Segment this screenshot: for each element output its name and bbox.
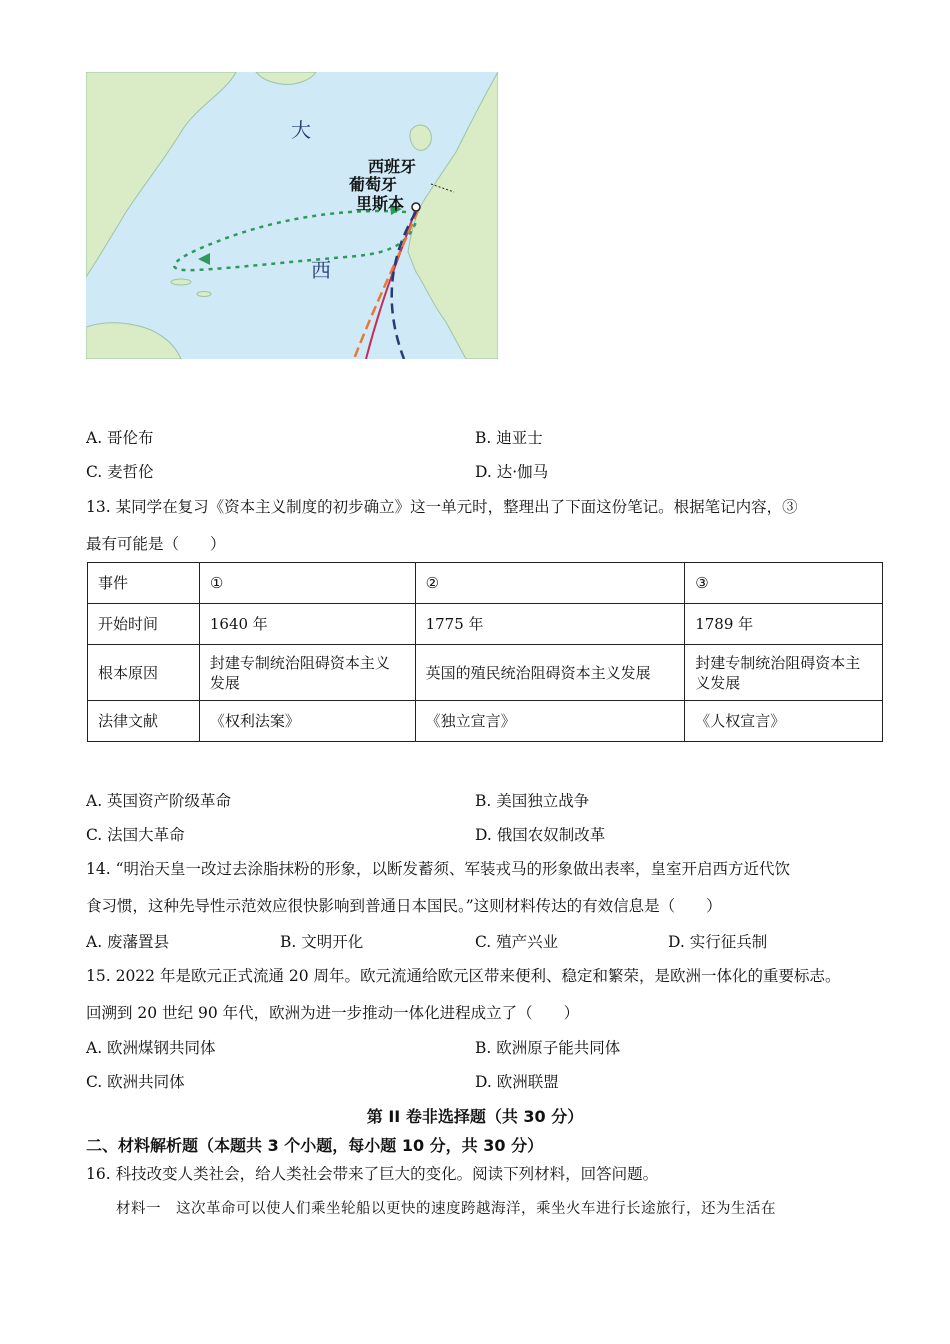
q14-stem-line1: 14. “明治天皇一改过去涂脂抹粉的形象，以断发蓄须、军装戎马的形象做出表率，皇室开启西方近代饮: [86, 860, 791, 878]
lisbon-marker: [412, 203, 420, 211]
q12-option-b[interactable]: B. 迪亚士: [475, 429, 543, 447]
section-title: 第 II 卷非选择题（共 30 分）: [366, 1107, 584, 1126]
q16-material1: 材料一 这次革命可以使人们乘坐轮船以更快的速度跨越海洋，乘坐火车进行长途旅行，还为生活在: [116, 1201, 776, 1217]
map-label-da: 大: [291, 118, 311, 142]
table-cell: 封建专制统治阻碍资本主义发展: [199, 645, 415, 701]
table-cell: 1775 年: [415, 604, 685, 645]
table-cell: 封建专制统治阻碍资本主义发展: [685, 645, 883, 701]
q14-option-b[interactable]: B. 文明开化: [280, 933, 364, 951]
table-cell: 《独立宣言》: [415, 701, 685, 742]
q14-option-a[interactable]: A. 废藩置县: [86, 933, 170, 951]
table-cell: 法律文献: [88, 701, 200, 742]
q13-option-d[interactable]: D. 俄国农奴制改革: [475, 826, 606, 844]
map-graphic: [86, 72, 498, 359]
q15-option-b[interactable]: B. 欧洲原子能共同体: [475, 1039, 621, 1057]
q16-stem: 16. 科技改变人类社会，给人类社会带来了巨大的变化。阅读下列材料，回答问题。: [86, 1165, 659, 1183]
q14-option-d[interactable]: D. 实行征兵制: [668, 933, 768, 951]
table-row: [88, 563, 883, 604]
table-cell: 英国的殖民统治阻碍资本主义发展: [415, 645, 685, 701]
table-cell: 《人权宣言》: [685, 701, 883, 742]
q14-stem-line2: 食习惯，这种先导性示范效应很快影响到普通日本国民。”这则材料传达的有效信息是（ ）: [86, 897, 722, 915]
map-label-spain: 西班牙: [368, 157, 417, 176]
table-row: [88, 701, 883, 742]
q15-option-d[interactable]: D. 欧洲联盟: [475, 1073, 559, 1091]
map-label-lisbon: 里斯本: [356, 194, 405, 213]
q13-option-c[interactable]: C. 法国大革命: [86, 826, 185, 844]
q15-option-a[interactable]: A. 欧洲煤钢共同体: [86, 1039, 216, 1057]
q13-stem-line2: 最有可能是（ ）: [86, 535, 226, 553]
voyage-map: [86, 72, 498, 359]
q12-option-c[interactable]: C. 麦哲伦: [86, 463, 154, 481]
q14-option-c[interactable]: C. 殖产兴业: [475, 933, 559, 951]
british-isles-land: [410, 125, 431, 150]
table-cell: 根本原因: [88, 645, 200, 701]
table-cell: 事件: [88, 563, 200, 604]
notes-table: [87, 562, 883, 742]
table-cell: 开始时间: [88, 604, 200, 645]
table-cell: 1640 年: [199, 604, 415, 645]
map-label-portugal: 葡萄牙: [349, 175, 398, 194]
q15-stem-line2: 回溯到 20 世纪 90 年代，欧洲为进一步推动一体化进程成立了（ ）: [86, 1004, 580, 1022]
q13-option-b[interactable]: B. 美国独立战争: [475, 792, 590, 810]
table-cell: ①: [199, 563, 415, 604]
map-label-xi: 西: [311, 258, 331, 282]
table-cell: 《权利法案》: [199, 701, 415, 742]
q15-stem-line1: 15. 2022 年是欧元正式流通 20 周年。欧元流通给欧元区带来便利、稳定和繁荣，是欧洲一体化的重要标志。: [86, 967, 841, 985]
table-cell: ③: [685, 563, 883, 604]
caribbean-island: [171, 279, 191, 285]
table-cell: 1789 年: [685, 604, 883, 645]
table-row: [88, 645, 883, 701]
q13-stem-line1: 13. 某同学在复习《资本主义制度的初步确立》这一单元时，整理出了下面这份笔记。根据笔记内容，③: [86, 498, 798, 516]
q15-option-c[interactable]: C. 欧洲共同体: [86, 1073, 185, 1091]
section-heading: 二、材料解析题（本题共 3 个小题，每小题 10 分，共 30 分）: [86, 1136, 544, 1155]
q12-option-d[interactable]: D. 达·伽马: [475, 463, 549, 481]
caribbean-island: [197, 292, 211, 297]
table-cell: ②: [415, 563, 685, 604]
q12-option-a[interactable]: A. 哥伦布: [86, 429, 154, 447]
table-row: [88, 604, 883, 645]
q13-option-a[interactable]: A. 英国资产阶级革命: [86, 792, 232, 810]
